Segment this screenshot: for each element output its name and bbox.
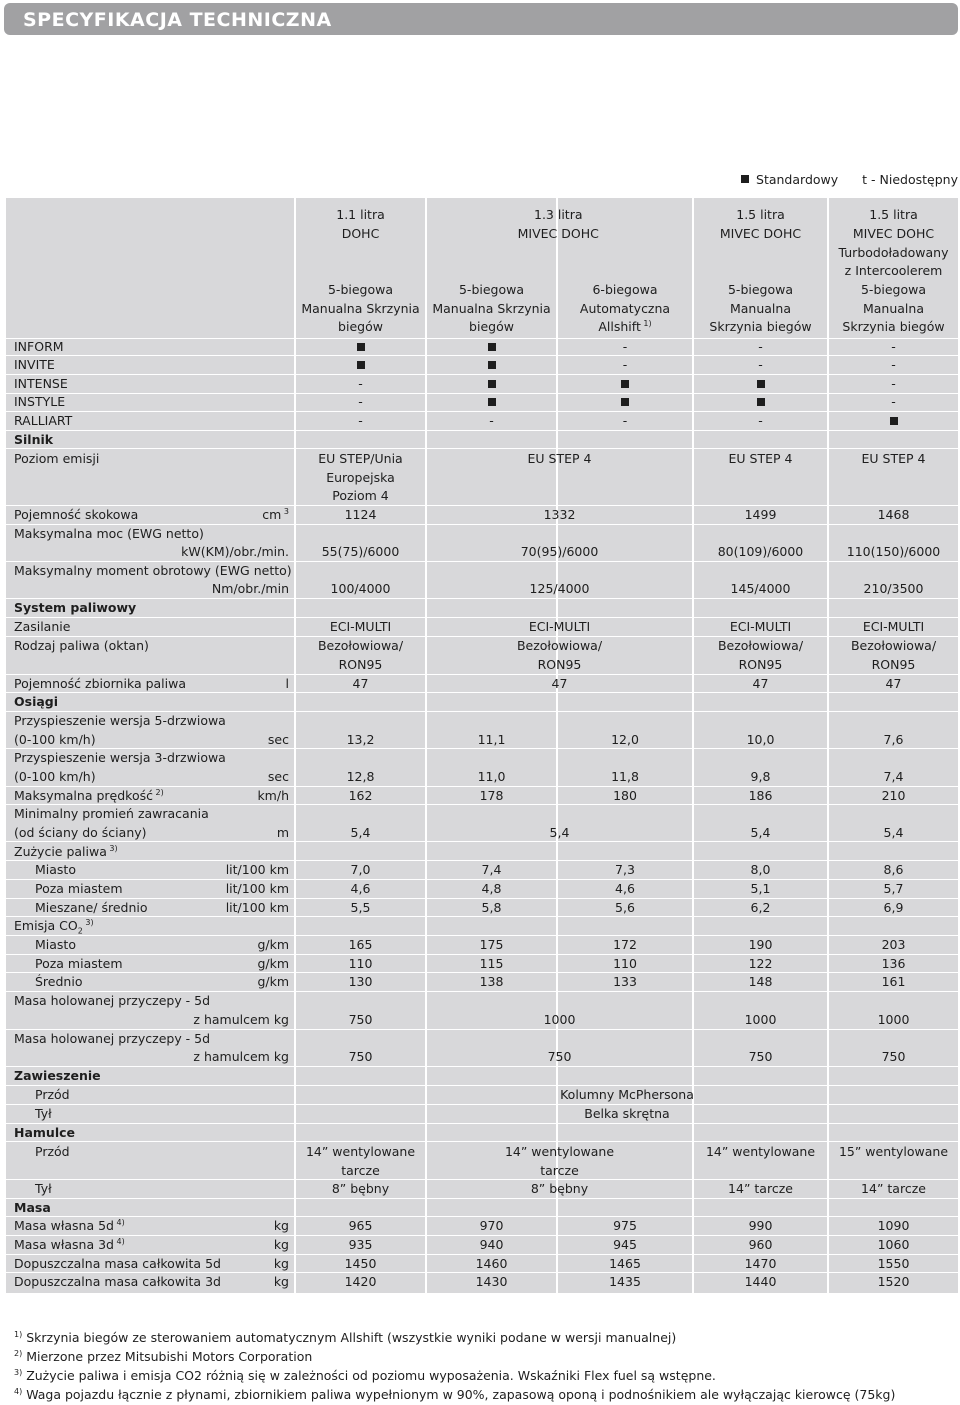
cell-value: 110 — [211, 955, 511, 972]
cell-value: 8” bębny — [211, 1180, 511, 1197]
cell-value: 15” wentylowane — [744, 1143, 960, 1160]
standard-square-icon — [357, 361, 365, 369]
row-label: Przyspieszenie wersja 3-drzwiowa — [14, 749, 226, 766]
engine-type: DOHC — [211, 225, 511, 242]
cell-value: Poziom 4 — [211, 487, 511, 504]
cell-value: 210/3500 — [744, 580, 960, 597]
row-unit: kg — [0, 1236, 289, 1253]
cell-value: 750 — [211, 1011, 511, 1028]
cell-value: 5,4 — [410, 824, 710, 841]
cell-value: 190 — [611, 936, 911, 953]
row-separator — [6, 1123, 958, 1124]
row-label: Zużycie paliwa $^{3)}$ — [14, 843, 118, 862]
row-label: Zasilanie — [14, 618, 70, 635]
cell-value: 148 — [611, 973, 911, 990]
cell-value: 180 — [475, 787, 775, 804]
cell-value: 750 — [744, 1048, 960, 1065]
row-separator — [6, 692, 958, 693]
cell-value: EU STEP 4 — [744, 450, 960, 467]
row-sublabel: Tył — [35, 1105, 52, 1122]
footnote-text: Zużycie paliwa i emisja CO2 różnią się w zależności od poziomu wyposażenia. Wskaźniki Flex fuel są wstępne. — [22, 1368, 716, 1383]
cell-value: 47 — [611, 675, 911, 692]
gearbox-line: Manualna — [611, 300, 911, 317]
subscript: 2 — [78, 927, 83, 936]
cell-value: 100/4000 — [211, 580, 511, 597]
row-label: (0-100 km/h) — [14, 768, 96, 785]
cell-value: 130 — [211, 973, 511, 990]
cell-value: 750 — [410, 1048, 710, 1065]
section-heading-mass: Masa — [14, 1199, 51, 1216]
trim-na: - — [611, 356, 911, 373]
row-unit: lit/100 km — [0, 880, 289, 897]
row-label: Dopuszczalna masa całkowita 5d — [14, 1255, 221, 1272]
trim-na: - — [475, 412, 775, 429]
footnote-2 — [14, 1348, 312, 1367]
cell-value: tarcze — [410, 1162, 710, 1179]
cell-value: 5,4 — [744, 824, 960, 841]
row-label: Maksymalna prędkość $^{2)}$ — [14, 787, 164, 806]
cell-value: RON95 — [744, 656, 960, 673]
cell-value: 975 — [475, 1217, 775, 1234]
row-label: (0-100 km/h) — [14, 731, 96, 748]
footnote-ref: 1) — [641, 319, 652, 328]
cell-value: 1090 — [744, 1217, 960, 1234]
cell-value: EU STEP/Unia — [211, 450, 511, 467]
cell-value: 1465 — [475, 1255, 775, 1272]
cell-value: 8” bębny — [410, 1180, 710, 1197]
trim-na: - — [211, 375, 511, 392]
section-heading-fuel: System paliwowy — [14, 599, 136, 616]
trim-na: - — [611, 338, 911, 355]
cell-value: 1000 — [744, 1011, 960, 1028]
trim-name-ralliart: RALLIART — [14, 412, 72, 429]
cell-value: ECI-MULTI — [211, 618, 511, 635]
cell-value: 4,6 — [475, 880, 775, 897]
cell-value: 136 — [744, 955, 960, 972]
cell-value: EU STEP 4 — [410, 450, 710, 467]
cell-value: 12,8 — [211, 768, 511, 785]
cell-value: 4,6 — [211, 880, 511, 897]
cell-value: 55(75)/6000 — [211, 543, 511, 560]
footnote-number: 3) — [14, 1368, 22, 1377]
row-label: Masa holowanej przyczepy - 5d — [14, 992, 210, 1009]
cell-value: Europejska — [211, 469, 511, 486]
row-unit: sec — [0, 768, 289, 785]
cell-value: 1440 — [611, 1273, 911, 1290]
cell-value: 13,2 — [211, 731, 511, 748]
row-separator — [6, 1141, 958, 1142]
cell-value: 935 — [211, 1236, 511, 1253]
row-sublabel: Poza miastem — [35, 880, 123, 897]
row-separator — [6, 448, 958, 449]
cell-value: 7,6 — [744, 731, 960, 748]
trim-na: - — [744, 393, 960, 410]
cell-value: 750 — [211, 1048, 511, 1065]
cell-value: ECI-MULTI — [410, 618, 710, 635]
legend-na-symbol: t - — [862, 172, 875, 187]
cell-value: Bezołowiowa/ — [744, 637, 960, 654]
cell-value: 12,0 — [475, 731, 775, 748]
trim-name-invite: INVITE — [14, 356, 55, 373]
trim-na: - — [744, 356, 960, 373]
cell-value: 14” wentylowane — [211, 1143, 511, 1160]
cell-value: 47 — [211, 675, 511, 692]
gearbox-line: 5-biegowa — [342, 281, 642, 298]
cell-value: 162 — [211, 787, 511, 804]
trim-name-inform: INFORM — [14, 338, 64, 355]
trim-na: - — [475, 338, 775, 355]
row-unit: kg — [0, 1217, 289, 1234]
standard-square-icon — [488, 398, 496, 406]
cell-value: 5,4 — [211, 824, 511, 841]
cell-value: 7,4 — [744, 768, 960, 785]
row-sublabel: Miasto — [35, 936, 76, 953]
cell-value: 1470 — [611, 1255, 911, 1272]
cell-value: 1435 — [475, 1273, 775, 1290]
cell-value: 940 — [342, 1236, 642, 1253]
cell-value: 1000 — [611, 1011, 911, 1028]
cell-value: 161 — [744, 973, 960, 990]
cell-value: tarcze — [211, 1162, 511, 1179]
cell-value: 5,8 — [342, 899, 642, 916]
row-label: (od ściany do ściany) — [14, 824, 147, 841]
cell-value: 7,0 — [211, 861, 511, 878]
standard-square-icon — [890, 417, 898, 425]
cell-value: 1000 — [410, 1011, 710, 1028]
cell-value: RON95 — [611, 656, 911, 673]
cell-value: 11,0 — [342, 768, 642, 785]
trim-na: - — [744, 375, 960, 392]
cell-value: 14” wentylowane — [611, 1143, 911, 1160]
gearbox-line: Manualna Skrzynia — [211, 300, 511, 317]
footnote-1 — [14, 1329, 676, 1348]
engine-type: MIVEC DOHC — [611, 225, 911, 242]
standard-square-icon — [621, 380, 629, 388]
gearbox-line: Skrzynia biegów — [611, 318, 911, 335]
footnote-text: Waga pojazdu łącznie z płynami, zbiornikiem paliwa wypełnionym w 90%, zapasową oponą i podnośnikiem ale wyłączając kierowcę (75kg) — [22, 1387, 895, 1402]
standard-square-icon — [357, 343, 365, 351]
row-unit: m — [0, 824, 289, 841]
cell-value: 965 — [211, 1217, 511, 1234]
cell-value: 47 — [410, 675, 710, 692]
cell-value: 1124 — [211, 506, 511, 523]
cell-value: 1468 — [744, 506, 960, 523]
row-unit: kW(KM)/obr./min. — [0, 543, 289, 560]
cell-value: 4,8 — [342, 880, 642, 897]
footnote-text: Mierzone przez Mitsubishi Motors Corporation — [22, 1349, 312, 1364]
cell-value: Belka skrętna — [477, 1105, 777, 1122]
cell-value: 8,6 — [744, 861, 960, 878]
cell-value: 6,9 — [744, 899, 960, 916]
row-sublabel: Miasto — [35, 861, 76, 878]
section-heading-brakes: Hamulce — [14, 1124, 75, 1141]
cell-value: 5,1 — [611, 880, 911, 897]
cell-value: 133 — [475, 973, 775, 990]
engine-extra: Turbodoładowany — [744, 244, 960, 261]
row-separator — [6, 1198, 958, 1199]
row-unit: z hamulcem kg — [0, 1048, 289, 1065]
row-unit: lit/100 km — [0, 899, 289, 916]
cell-value: 990 — [611, 1217, 911, 1234]
standard-square-icon — [488, 380, 496, 388]
cell-value: 14” tarcze — [744, 1180, 960, 1197]
gearbox-line: Manualna Skrzynia — [342, 300, 642, 317]
cell-value: 11,8 — [475, 768, 775, 785]
cell-value: 125/4000 — [410, 580, 710, 597]
cell-value: 14” tarcze — [611, 1180, 911, 1197]
cell-value: 750 — [611, 1048, 911, 1065]
footnote-4 — [14, 1386, 895, 1405]
row-label: Masa własna 3d $^{4)}$ — [14, 1236, 125, 1255]
row-separator — [6, 841, 958, 842]
footnote-number: 4) — [14, 1387, 22, 1396]
row-unit: cm $^3$ — [0, 506, 289, 525]
row-sublabel: Mieszane/ średnio — [35, 899, 148, 916]
engine-name: 1.1 litra — [211, 206, 511, 223]
row-unit: lit/100 km — [0, 861, 289, 878]
row-label: Rodzaj paliwa (oktan) — [14, 637, 149, 654]
row-unit: sec — [0, 731, 289, 748]
footnote-3 — [14, 1367, 716, 1386]
cell-value: 11,1 — [342, 731, 642, 748]
cell-value: 145/4000 — [611, 580, 911, 597]
row-sublabel: Przód — [35, 1086, 70, 1103]
cell-value: ECI-MULTI — [744, 618, 960, 635]
row-unit: l — [0, 675, 289, 692]
trim-na: - — [342, 412, 642, 429]
cell-value: 960 — [611, 1236, 911, 1253]
row-sublabel: Tył — [35, 1180, 52, 1197]
row-label: Emisja $CO_2$ $^{3)}$ — [14, 917, 94, 940]
row-separator — [6, 1066, 958, 1067]
cell-value: 138 — [342, 973, 642, 990]
footnote-ref: 3) — [83, 918, 94, 927]
row-label: Poziom emisji — [14, 450, 99, 467]
cell-value: 7,3 — [475, 861, 775, 878]
cell-value: 1550 — [744, 1255, 960, 1272]
cell-value: 14” wentylowane — [410, 1143, 710, 1160]
engine-type: MIVEC DOHC — [744, 225, 960, 242]
cell-value: 1060 — [744, 1236, 960, 1253]
legend-standard-label: Standardowy — [756, 172, 838, 187]
engine-name: 1.5 litra — [611, 206, 911, 223]
cell-value: Bezołowiowa/ — [211, 637, 511, 654]
row-label: Masa holowanej przyczepy - 5d — [14, 1030, 210, 1047]
title-bar — [4, 3, 958, 35]
cell-value: Kolumny McPhersona — [477, 1086, 777, 1103]
cell-value: 5,6 — [475, 899, 775, 916]
row-unit: g/km — [0, 973, 289, 990]
engine-name: 1.5 litra — [744, 206, 960, 223]
spec-table — [6, 198, 958, 1293]
cell-value: EU STEP 4 — [611, 450, 911, 467]
row-sublabel: Średnio — [35, 973, 82, 990]
section-heading-performance: Osiągi — [14, 693, 58, 710]
footnote-ref: 4) — [114, 1237, 125, 1246]
cell-value: 70(95)/6000 — [410, 543, 710, 560]
section-heading-suspension: Zawieszenie — [14, 1067, 101, 1084]
engine-type: MIVEC DOHC — [408, 225, 708, 242]
row-label: Pojemność zbiornika paliwa — [14, 675, 186, 692]
row-label: Minimalny promień zawracania — [14, 805, 209, 822]
cell-value: 7,4 — [342, 861, 642, 878]
cell-value: Bezołowiowa/ — [611, 637, 911, 654]
cell-value: 210 — [744, 787, 960, 804]
standard-square-icon — [741, 175, 749, 183]
cell-value: 6,2 — [611, 899, 911, 916]
cell-value: Bezołowiowa/ — [410, 637, 710, 654]
trim-na: - — [211, 412, 511, 429]
legend — [741, 172, 958, 188]
row-unit: kg — [0, 1273, 289, 1290]
row-separator — [6, 916, 958, 917]
gearbox-line: Automatyczna — [475, 300, 775, 317]
cell-value: 178 — [342, 787, 642, 804]
footnote-ref: 2) — [153, 788, 164, 797]
gearbox-line: biegów — [211, 318, 511, 335]
gearbox-line: Allshift $^{1)}$ — [475, 318, 775, 337]
gearbox-line: 5-biegowa — [744, 281, 960, 298]
cell-value: 10,0 — [611, 731, 911, 748]
cell-value: RON95 — [410, 656, 710, 673]
gearbox-line: 6-biegowa — [475, 281, 775, 298]
cell-value: 5,7 — [744, 880, 960, 897]
cell-value: 110(150)/6000 — [744, 543, 960, 560]
cell-value: 165 — [211, 936, 511, 953]
cell-value: 8,0 — [611, 861, 911, 878]
trim-na: - — [611, 412, 911, 429]
row-unit: g/km — [0, 936, 289, 953]
gearbox-line: 5-biegowa — [211, 281, 511, 298]
row-sublabel: Poza miastem — [35, 955, 123, 972]
row-label: Maksymalny moment obrotowy (EWG netto) — [14, 562, 292, 579]
cell-value: 5,5 — [211, 899, 511, 916]
footnote-ref: 3) — [107, 844, 118, 853]
cell-value: 115 — [342, 955, 642, 972]
row-sublabel: Przód — [35, 1143, 70, 1160]
row-unit: kg — [0, 1255, 289, 1272]
cell-value: 175 — [342, 936, 642, 953]
page-title: SPECYFIKACJA TECHNICZNA — [23, 9, 332, 31]
trim-na: - — [744, 338, 960, 355]
row-unit: km/h — [0, 787, 289, 804]
cell-value: ECI-MULTI — [611, 618, 911, 635]
cell-value: 9,8 — [611, 768, 911, 785]
gearbox-line: 5-biegowa — [611, 281, 911, 298]
cell-value: 1430 — [342, 1273, 642, 1290]
cell-value: 1450 — [211, 1255, 511, 1272]
footnote-number: 1) — [14, 1330, 22, 1339]
cell-value: 122 — [611, 955, 911, 972]
row-separator — [6, 598, 958, 599]
footnote-number: 2) — [14, 1349, 22, 1358]
cell-value: 1460 — [342, 1255, 642, 1272]
cell-value: 110 — [475, 955, 775, 972]
row-unit: z hamulcem kg — [0, 1011, 289, 1028]
cell-value: 970 — [342, 1217, 642, 1234]
section-heading-engine: Silnik — [14, 431, 53, 448]
row-unit: Nm/obr./min — [0, 580, 289, 597]
row-label: Dopuszczalna masa całkowita 3d — [14, 1273, 221, 1290]
trim-na: - — [475, 356, 775, 373]
footnote-ref: 3 — [281, 507, 289, 516]
cell-value: 1332 — [410, 506, 710, 523]
row-label: Przyspieszenie wersja 5-drzwiowa — [14, 712, 226, 729]
trim-name-intense: INTENSE — [14, 375, 68, 392]
cell-value: RON95 — [211, 656, 511, 673]
row-separator — [6, 430, 958, 431]
cell-value: 945 — [475, 1236, 775, 1253]
cell-value: 186 — [611, 787, 911, 804]
gearbox-line: Manualna — [744, 300, 960, 317]
trim-name-instyle: INSTYLE — [14, 393, 65, 410]
gearbox-line: Skrzynia biegów — [744, 318, 960, 335]
cell-value: 5,4 — [611, 824, 911, 841]
cell-value: 1499 — [611, 506, 911, 523]
cell-value: 80(109)/6000 — [611, 543, 911, 560]
row-label: Pojemność skokowa — [14, 506, 138, 523]
footnote-ref: 4) — [114, 1218, 125, 1227]
cell-value: 1520 — [744, 1273, 960, 1290]
footnote-text: Skrzynia biegów ze sterowaniem automatycznym Allshift (wszystkie wyniki podane w wersji manualnej) — [22, 1330, 676, 1345]
trim-na: - — [211, 393, 511, 410]
gearbox-line: biegów — [342, 318, 642, 335]
legend-na-label: Niedostępny — [880, 172, 958, 187]
cell-value: 47 — [744, 675, 960, 692]
cell-value: 172 — [475, 936, 775, 953]
row-label: Maksymalna moc (EWG netto) — [14, 525, 204, 542]
cell-value: 1420 — [211, 1273, 511, 1290]
cell-value: 203 — [744, 936, 960, 953]
engine-name: 1.3 litra — [408, 206, 708, 223]
standard-square-icon — [621, 398, 629, 406]
row-label: Masa własna 5d $^{4)}$ — [14, 1217, 125, 1236]
engine-extra: z Intercoolerem — [744, 262, 960, 279]
row-unit: g/km — [0, 955, 289, 972]
